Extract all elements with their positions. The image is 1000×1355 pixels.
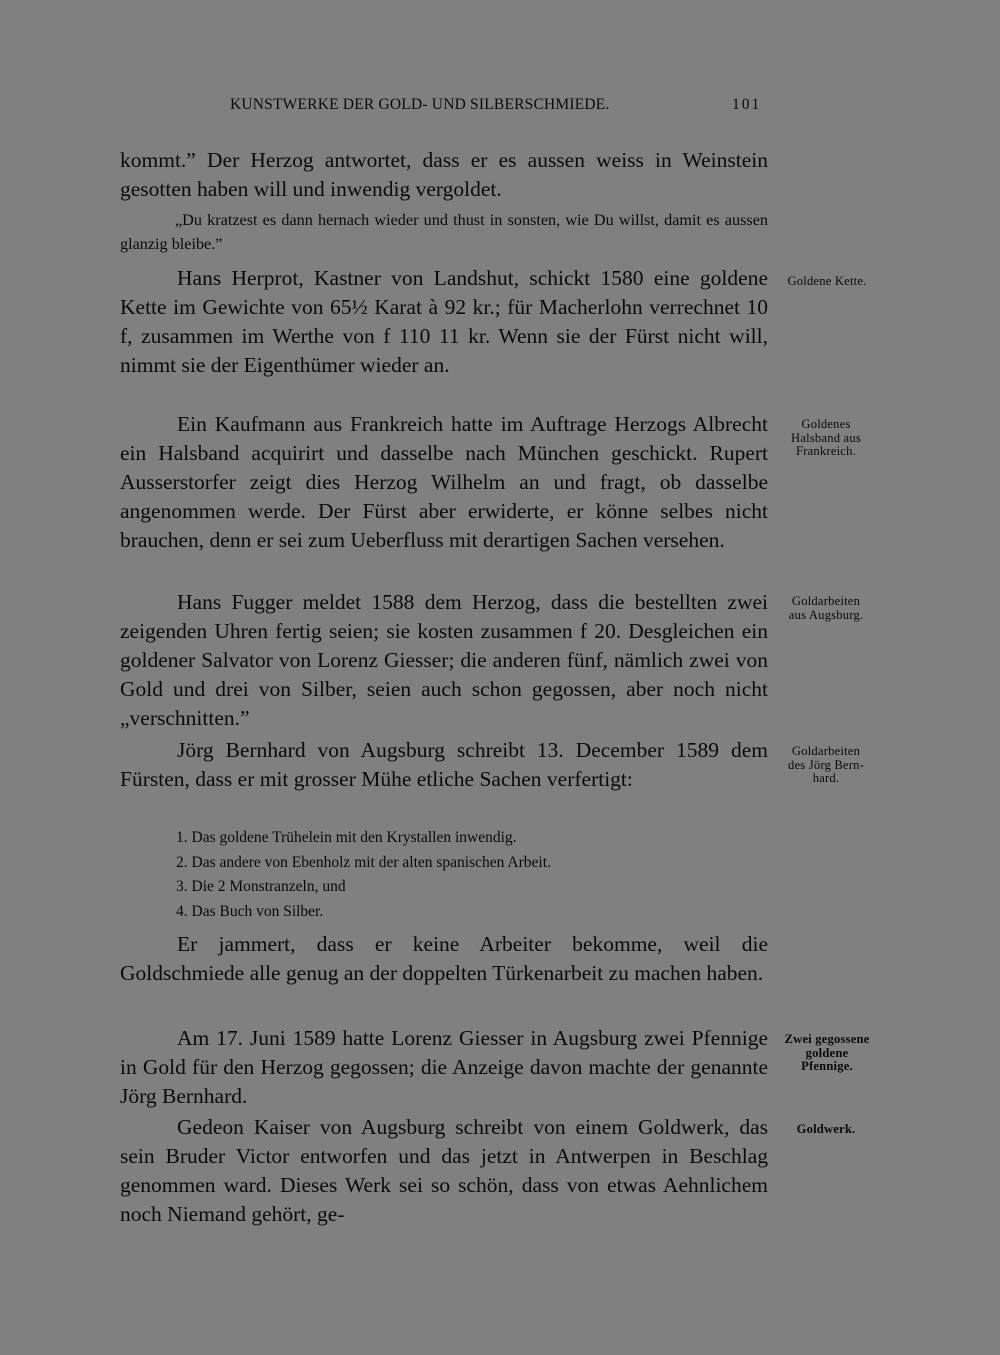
margin-note-line: Zwei gegossene	[784, 1032, 870, 1046]
margin-note-augsburg	[770, 595, 882, 622]
margin-note-bernhard	[770, 745, 882, 786]
paragraph-pfennige: Am 17. Juni 1589 hatte Lorenz Giesser in Augsburg zwei Pfennige in Gold für den Herzog gegossen; die Anzeige davon machte der genannte Jörg Bernhard.	[120, 1026, 768, 1109]
margin-note-line: Pfennige.	[801, 1059, 853, 1073]
paragraph-herzog-antwort: kommt.” Der Herzog antwortet, dass er es aussen weiss in Weinstein gesotten haben will und inwendig vergoldet.	[120, 148, 768, 202]
quoted-passage: „Du kratzest es dann hernach wieder und thust in sonsten, wie Du willst, damit es aussen glanzig bleibe.”	[120, 211, 768, 253]
margin-note-line: Halsband aus	[791, 430, 861, 445]
margin-note-line: hard.	[812, 771, 840, 785]
paragraph-jammert: Er jammert, dass er keine Arbeiter bekomme, weil die Goldschmiede alle genug an der doppelten Türkenarbeit zu machen haben.	[120, 932, 768, 986]
paragraph-goldwerk: Gedeon Kaiser von Augsburg schreibt von einem Goldwerk, das sein Bruder Victor entworfen und das jetzt in Antwerpen in Beschlag genommen ward. Dieses Werk sei so schön, dass von etwas Aehnlichem noch Niemand gehört, ge-	[120, 1115, 768, 1227]
paragraph-bernhard: Jörg Bernhard von Augsburg schreibt 13. December 1589 dem Fürsten, dass er mit grosser Mühe etliche Sachen verfertigt:	[120, 738, 768, 792]
margin-note-kette	[771, 275, 883, 289]
margin-note-halsband	[770, 418, 882, 459]
item-list	[176, 826, 736, 924]
paragraph-herprot: Hans Herprot, Kastner von Landshut, schickt 1580 eine goldene Kette im Gewichte von 65½ Karat à 92 kr.; für Macherlohn verrechnet 10 f, zusammen im Werthe von f 110 11 kr. Wenn sie der Fürst nicht will, nimmt sie der Eigenthümer wieder an.	[120, 266, 768, 378]
margin-note-line: Goldwerk.	[796, 1122, 856, 1136]
margin-note-line: Goldenes	[801, 417, 851, 431]
paragraph-halsband: Ein Kaufmann aus Frankreich hatte im Auftrage Herzogs Albrecht ein Halsband acquirirt und dasselbe nach München geschickt. Rupert Ausserstorfer zeigt dies Herzog Wilhelm an und fragt, ob dasselbe angenommen werde. Der Fürst aber erwiderte, er könne selbes nicht brauchen, denn er sei zum Ueberfluss mit derartigen Sachen versehen.	[120, 412, 768, 553]
running-head	[230, 96, 770, 120]
list-item: 3. Die 2 Monstranzeln, und	[176, 878, 346, 896]
paragraph-fugger: Hans Fugger meldet 1588 dem Herzog, dass die bestellten zwei zeigenden Uhren fertig seien; sie kosten zusammen f 20. Desgleichen ein goldener Salvator von Lorenz Giesser; die anderen fünf, nämlich zwei von Gold und drei von Silber, seien auch schon gegossen, aber noch nicht „verschnitten.”	[120, 590, 768, 731]
list-item: 2. Das andere von Ebenholz mit der alten spanischen Arbeit.	[176, 853, 551, 871]
margin-note-line: Goldene Kette.	[787, 274, 867, 288]
running-head-title: KUNSTWERKE DER GOLD- UND SILBERSCHMIEDE.	[230, 96, 610, 113]
list-item: 1. Das goldene Trühelein mit den Krystallen inwendig.	[176, 829, 517, 846]
margin-note-goldwerk	[770, 1123, 882, 1137]
margin-note-line: aus Augsburg.	[788, 607, 864, 622]
list-item: 4. Das Buch von Silber.	[176, 902, 324, 920]
margin-note-line: goldene	[805, 1045, 849, 1060]
margin-note-line: Frankreich.	[796, 444, 856, 458]
margin-note-line: des Jörg Bern-	[787, 757, 865, 772]
margin-note-line: Goldarbeiten	[791, 594, 861, 608]
margin-note-line: Goldarbeiten	[791, 744, 861, 758]
margin-note-pfennige	[770, 1033, 884, 1074]
page-number: 101	[732, 96, 762, 113]
